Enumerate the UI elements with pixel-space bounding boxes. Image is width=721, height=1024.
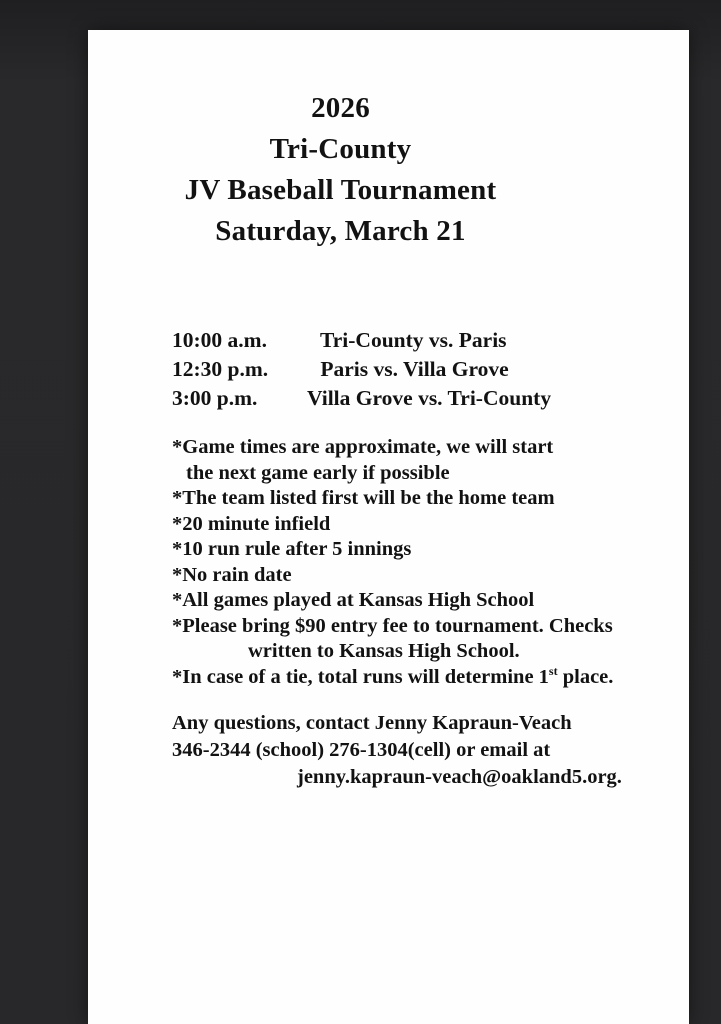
contact-name-line: Any questions, contact Jenny Kapraun-Veach bbox=[172, 712, 572, 734]
note-line: *The team listed first will be the home team bbox=[172, 487, 555, 509]
note-line: *All games played at Kansas High School bbox=[172, 589, 535, 611]
note-line-wrapped: written to Kansas High School. bbox=[248, 640, 520, 662]
game-matchup: Paris vs. Villa Grove bbox=[320, 357, 509, 381]
title-year: 2026 bbox=[311, 92, 370, 124]
tie-text-suffix: place. bbox=[557, 665, 614, 688]
schedule-row bbox=[172, 326, 649, 355]
contact-email: jenny.kapraun-veach@oakland5.org. bbox=[297, 766, 622, 788]
note-location bbox=[172, 588, 649, 614]
title-tournament-host: Tri-County bbox=[269, 133, 412, 165]
note-home-team bbox=[172, 486, 649, 512]
note-line: *Please bring $90 entry fee to tournament. Checks bbox=[172, 614, 613, 637]
title-date: Saturday, March 21 bbox=[215, 215, 466, 247]
game-matchup: Villa Grove vs. Tri-County bbox=[307, 386, 552, 410]
game-schedule bbox=[172, 326, 649, 413]
title-tournament-name: JV Baseball Tournament bbox=[184, 174, 497, 206]
game-matchup: Tri-County vs. Paris bbox=[320, 328, 507, 352]
note-tiebreaker bbox=[172, 665, 649, 691]
contact-phone-line: 346-2344 (school) 276-1304(cell) or email at bbox=[172, 739, 551, 761]
note-game-times bbox=[172, 435, 649, 486]
contact-block bbox=[172, 710, 649, 791]
note-infield bbox=[172, 512, 649, 538]
game-time: 12:30 p.m. bbox=[172, 357, 269, 381]
note-run-rule bbox=[172, 537, 649, 563]
note-line: *10 run rule after 5 innings bbox=[172, 538, 412, 560]
note-line: *Game times are approximate, we will start bbox=[172, 436, 554, 458]
game-time: 3:00 p.m. bbox=[172, 386, 258, 410]
flyer-title-block bbox=[88, 88, 649, 252]
note-line bbox=[172, 665, 649, 691]
note-line: *No rain date bbox=[172, 563, 292, 586]
flyer-page bbox=[88, 30, 689, 1024]
note-line-wrapped: the next game early if possible bbox=[186, 461, 450, 484]
game-time: 10:00 a.m. bbox=[172, 328, 267, 352]
note-rain-date bbox=[172, 563, 649, 589]
schedule-row bbox=[172, 355, 649, 384]
tie-text-prefix: *In case of a tie, total runs will determine 1 bbox=[172, 665, 549, 688]
schedule-row bbox=[172, 384, 649, 413]
tie-ordinal-superscript: st bbox=[548, 663, 558, 678]
note-line: *20 minute infield bbox=[172, 512, 331, 535]
note-entry-fee bbox=[172, 614, 649, 665]
tournament-notes bbox=[172, 435, 649, 690]
